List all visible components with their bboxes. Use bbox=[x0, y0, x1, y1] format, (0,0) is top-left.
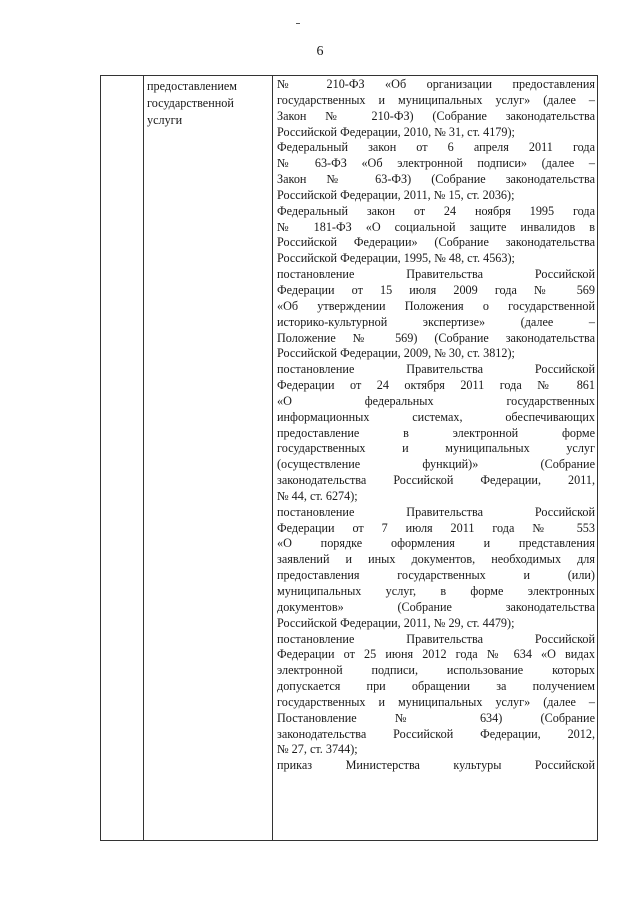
legal-basis-line: законодательства Российской Федерации, 2011, bbox=[277, 473, 595, 488]
legal-basis-line: Федеральный закон от 24 ноября 1995 года bbox=[277, 203, 595, 218]
legal-basis-line: Закон № 63-ФЗ) (Собрание законодательства bbox=[277, 172, 595, 187]
document-table bbox=[100, 75, 598, 841]
legal-basis-line: Федерации от 15 июля 2009 года № 569 bbox=[277, 282, 595, 297]
legal-basis-line: государственных и муниципальных услуг» (далее – bbox=[277, 92, 595, 107]
tick-mark bbox=[296, 23, 300, 24]
legal-basis-line: историко-культурной экспертизе» (далее – bbox=[277, 314, 595, 329]
legal-basis-line: постановление Правительства Российской bbox=[277, 504, 595, 519]
legal-basis-line: Федерации от 7 июля 2011 года № 553 bbox=[277, 520, 595, 535]
legal-basis-line: Российской Федерации, 2011, № 15, ст. 2036); bbox=[277, 187, 515, 202]
legal-basis-line: (осуществление функций)» (Собрание bbox=[277, 457, 595, 472]
legal-basis-line: допускается при обращении за получением bbox=[277, 679, 595, 694]
column-divider bbox=[143, 76, 144, 840]
legal-basis-line: Российской Федерации» (Собрание законодательства bbox=[277, 235, 595, 250]
legal-basis-line: Российской Федерации, 2011, № 29, ст. 4479); bbox=[277, 615, 515, 630]
legal-basis-line: предоставление в электронной форме bbox=[277, 425, 595, 440]
legal-basis-line: муниципальных услуг, в форме электронных bbox=[277, 584, 595, 598]
legal-basis-line: документов» (Собрание законодательства bbox=[277, 599, 595, 614]
legal-basis-line: № 63-ФЗ «Об электронной подписи» (далее – bbox=[277, 156, 595, 171]
legal-basis-line: постановление Правительства Российской bbox=[277, 267, 595, 282]
legal-basis-line: «Об утверждении Положения о государственной bbox=[277, 298, 595, 313]
legal-basis-line: «О федеральных государственных bbox=[277, 393, 595, 408]
service-name-cell bbox=[147, 78, 269, 130]
legal-basis-line: Федеральный закон от 6 апреля 2011 года bbox=[277, 140, 595, 155]
legal-basis-line: законодательства Российской Федерации, 2012, bbox=[277, 726, 595, 741]
column-divider bbox=[272, 76, 273, 840]
legal-basis-line: предоставления государственных и (или) bbox=[277, 568, 595, 583]
legal-basis-line: электронной подписи, использование которых bbox=[277, 663, 595, 678]
legal-basis-line: государственных и муниципальных услуг bbox=[277, 441, 595, 456]
page-number: 6 bbox=[316, 44, 324, 59]
legal-basis-line: «О порядке оформления и представления bbox=[277, 536, 595, 551]
service-name-line: предоставлением bbox=[147, 79, 238, 93]
service-name-line: услуги bbox=[147, 113, 183, 128]
legal-basis-line: Федерации от 25 июня 2012 года № 634 «О видах bbox=[277, 647, 595, 662]
legal-basis-line: постановление Правительства Российской bbox=[277, 362, 595, 377]
legal-basis-cell bbox=[277, 77, 595, 774]
legal-basis-line: информационных системах, обеспечивающих bbox=[277, 409, 595, 424]
legal-basis-line: № 44, ст. 6274); bbox=[277, 488, 358, 503]
legal-basis-line: Российской Федерации, 2009, № 30, ст. 3812); bbox=[277, 346, 515, 361]
legal-basis-line: Постановление № 634) (Собрание bbox=[277, 710, 595, 725]
legal-basis-line: № 210-ФЗ «Об организации предоставления bbox=[277, 77, 595, 91]
legal-basis-line: Российской Федерации, 2010, № 31, ст. 4179); bbox=[277, 124, 515, 139]
legal-basis-line: Положение № 569) (Собрание законодательства bbox=[277, 330, 595, 345]
legal-basis-line: Российской Федерации, 1995, № 48, ст. 4563); bbox=[277, 251, 515, 266]
legal-basis-line: Федерации от 24 октября 2011 года № 861 bbox=[277, 378, 595, 393]
service-name-line: государственной bbox=[147, 96, 234, 111]
legal-basis-line: приказ Министерства культуры Российской bbox=[277, 758, 595, 773]
legal-basis-line: заявлений и иных документов, необходимых для bbox=[277, 552, 595, 567]
legal-basis-line: Закон № 210-ФЗ) (Собрание законодательства bbox=[277, 108, 595, 123]
legal-basis-line: № 181-ФЗ «О социальной защите инвалидов в bbox=[277, 219, 595, 234]
legal-basis-line: постановление Правительства Российской bbox=[277, 631, 595, 646]
legal-basis-line: № 27, ст. 3744); bbox=[277, 742, 358, 757]
legal-basis-line: государственных и муниципальных услуг» (далее – bbox=[277, 694, 595, 709]
